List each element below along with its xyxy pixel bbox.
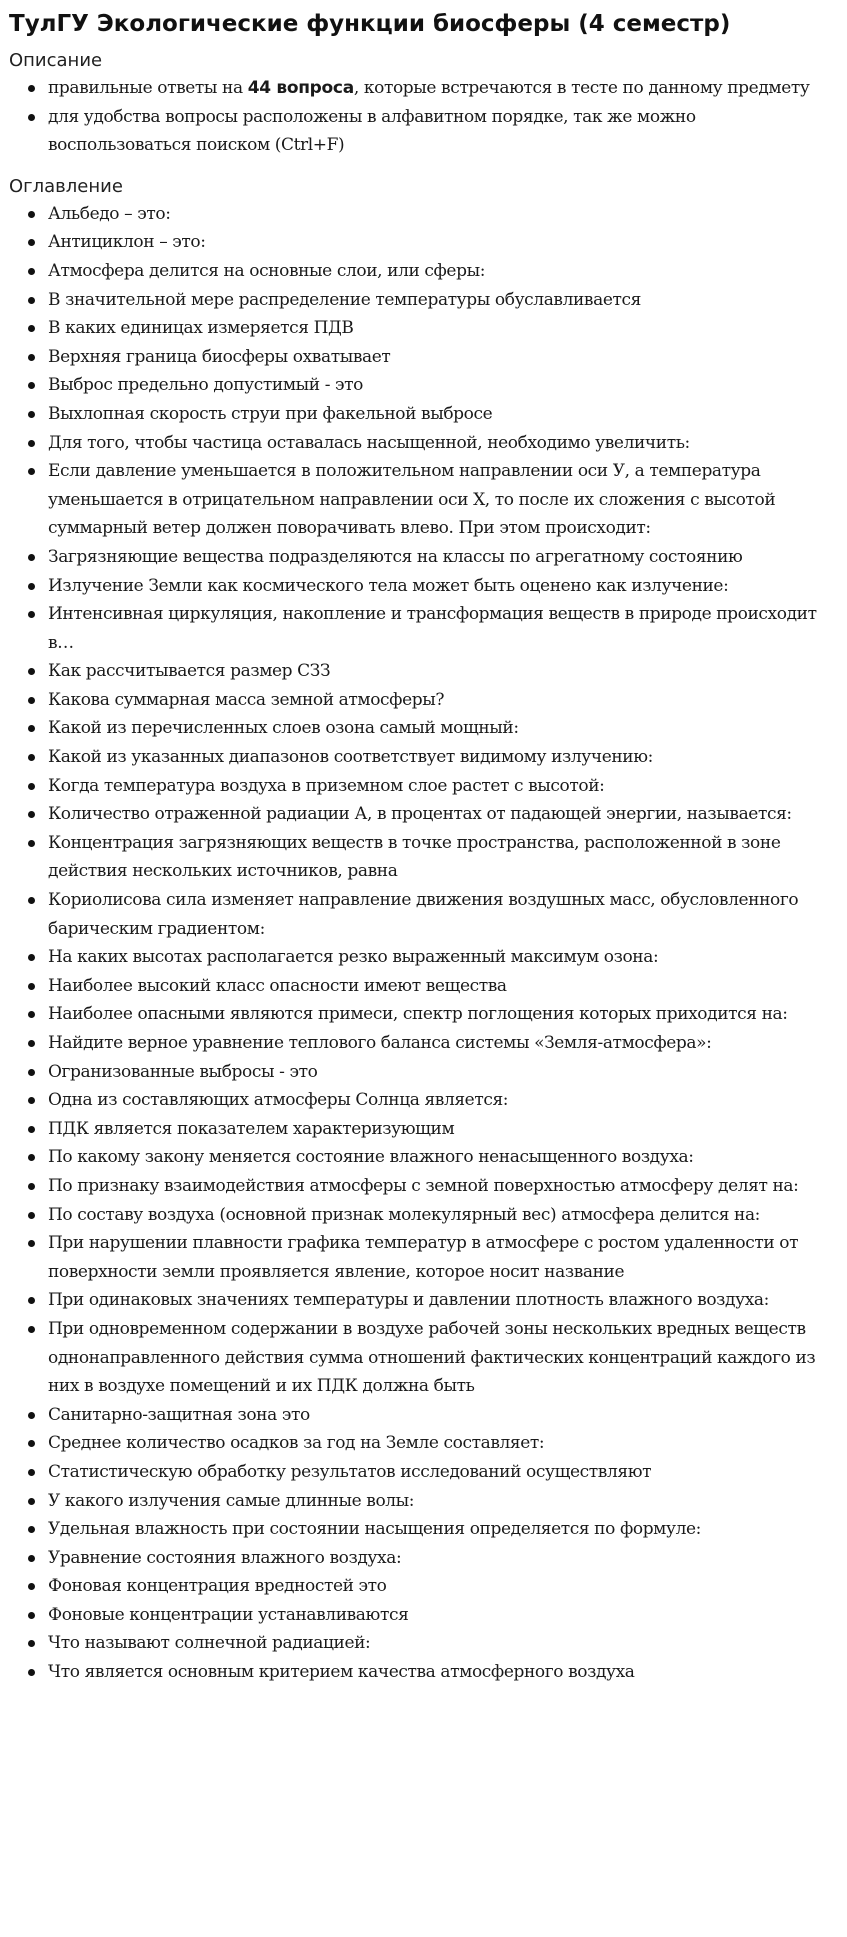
toc-item[interactable]: Излучение Земли как космического тела может быть оценено как излучение:	[48, 572, 837, 601]
toc-item[interactable]: Для того, чтобы частица оставалась насыщенной, необходимо увеличить:	[48, 429, 837, 458]
toc-item[interactable]: Антициклон – это:	[48, 228, 837, 257]
description-item-text: правильные ответы на	[48, 78, 248, 98]
toc-item[interactable]: Кориолисова сила изменяет направление движения воздушных масс, обусловленного барическим градиентом:	[48, 886, 837, 943]
description-item	[48, 74, 837, 103]
toc-item[interactable]: Какой из указанных диапазонов соответствует видимому излучению:	[48, 743, 837, 772]
toc-item[interactable]: Интенсивная циркуляция, накопление и трансформация веществ в природе происходит в…	[48, 600, 837, 657]
page-title: ТулГУ Экологические функции биосферы (4 семестр)	[9, 11, 731, 37]
toc-item[interactable]: Выброс предельно допустимый - это	[48, 371, 837, 400]
toc-item[interactable]: Найдите верное уравнение теплового баланса системы «Земля-атмосфера»:	[48, 1029, 837, 1058]
toc-item[interactable]: Статистическую обработку результатов исследований осуществляют	[48, 1458, 837, 1487]
toc-item[interactable]: Когда температура воздуха в приземном слое растет с высотой:	[48, 772, 837, 801]
toc-item[interactable]: Выхлопная скорость струи при факельной выбросе	[48, 400, 837, 429]
description-heading: Описание	[9, 50, 103, 71]
toc-item[interactable]: Атмосфера делится на основные слои, или сферы:	[48, 257, 837, 286]
toc-item[interactable]: Огранизованные выбросы - это	[48, 1058, 837, 1087]
toc-item[interactable]: Удельная влажность при состоянии насыщения определяется по формуле:	[48, 1515, 837, 1544]
toc-item[interactable]: У какого излучения самые длинные волы:	[48, 1487, 837, 1516]
toc-item[interactable]: На каких высотах располагается резко выраженный максимум озона:	[48, 943, 837, 972]
toc-item[interactable]: Наиболее опасными являются примеси, спектр поглощения которых приходится на:	[48, 1000, 837, 1029]
toc-item[interactable]: Верхняя граница биосферы охватывает	[48, 343, 837, 372]
toc-item[interactable]: В значительной мере распределение температуры обуславливается	[48, 286, 837, 315]
toc-item[interactable]: Как рассчитывается размер СЗЗ	[48, 657, 837, 686]
description-item-text: , которые встречаются в тесте по данному предмету	[353, 78, 810, 98]
toc-item[interactable]: Какова суммарная масса земной атмосферы?	[48, 686, 837, 715]
toc-item[interactable]: Количество отраженной радиации А, в процентах от падающей энергии, называется:	[48, 800, 837, 829]
toc-item[interactable]: Загрязняющие вещества подразделяются на классы по агрегатному состоянию	[48, 543, 837, 572]
toc-item[interactable]: При нарушении плавности графика температур в атмосфере с ростом удаленности от поверхности земли проявляется явление, которое носит название	[48, 1229, 837, 1286]
toc-item[interactable]: Санитарно-защитная зона это	[48, 1401, 837, 1430]
toc-item[interactable]: В каких единицах измеряется ПДВ	[48, 314, 837, 343]
toc-item[interactable]: Уравнение состояния влажного воздуха:	[48, 1544, 837, 1573]
toc-item[interactable]: Концентрация загрязняющих веществ в точке пространства, расположенной в зоне действия нескольких источников, равна	[48, 829, 837, 886]
toc-item[interactable]: По признаку взаимодействия атмосферы с земной поверхностью атмосферу делят на:	[48, 1172, 837, 1201]
toc-item[interactable]: Фоновая концентрация вредностей это	[48, 1572, 837, 1601]
toc-item[interactable]: ПДК является показателем характеризующим	[48, 1115, 837, 1144]
toc-item[interactable]: Что называют солнечной радиацией:	[48, 1629, 837, 1658]
toc-item[interactable]: Одна из составляющих атмосферы Солнца является:	[48, 1086, 837, 1115]
description-item: для удобства вопросы расположены в алфавитном порядке, так же можно воспользоваться поиском (Ctrl+F)	[48, 103, 837, 160]
toc-item[interactable]: Фоновые концентрации устанавливаются	[48, 1601, 837, 1630]
toc-item[interactable]: Если давление уменьшается в положительном направлении оси У, а температура уменьшается в отрицательном направлении оси Х, то после их сложения с высотой суммарный ветер должен поворачивать влево. При этом происходит:	[48, 457, 837, 543]
toc-item[interactable]: Среднее количество осадков за год на Земле составляет:	[48, 1429, 837, 1458]
toc-list	[9, 200, 837, 1687]
question-count: 44 вопроса	[247, 78, 354, 98]
toc-item[interactable]: При одновременном содержании в воздухе рабочей зоны нескольких вредных веществ однонаправленного действия сумма отношений фактических концентраций каждого из них в воздухе помещений и их ПДК должна быть	[48, 1315, 837, 1401]
toc-item[interactable]: По составу воздуха (основной признак молекулярный вес) атмосфера делится на:	[48, 1201, 837, 1230]
description-list	[9, 74, 837, 160]
toc-item[interactable]: Наиболее высокий класс опасности имеют вещества	[48, 972, 837, 1001]
toc-heading: Оглавление	[9, 175, 123, 197]
toc-item[interactable]: При одинаковых значениях температуры и давлении плотность влажного воздуха:	[48, 1286, 837, 1315]
toc-item[interactable]: Какой из перечисленных слоев озона самый мощный:	[48, 714, 837, 743]
toc-item[interactable]: По какому закону меняется состояние влажного ненасыщенного воздуха:	[48, 1143, 837, 1172]
toc-item[interactable]: Альбедо – это:	[48, 200, 837, 229]
toc-item[interactable]: Что является основным критерием качества атмосферного воздуха	[48, 1658, 837, 1687]
